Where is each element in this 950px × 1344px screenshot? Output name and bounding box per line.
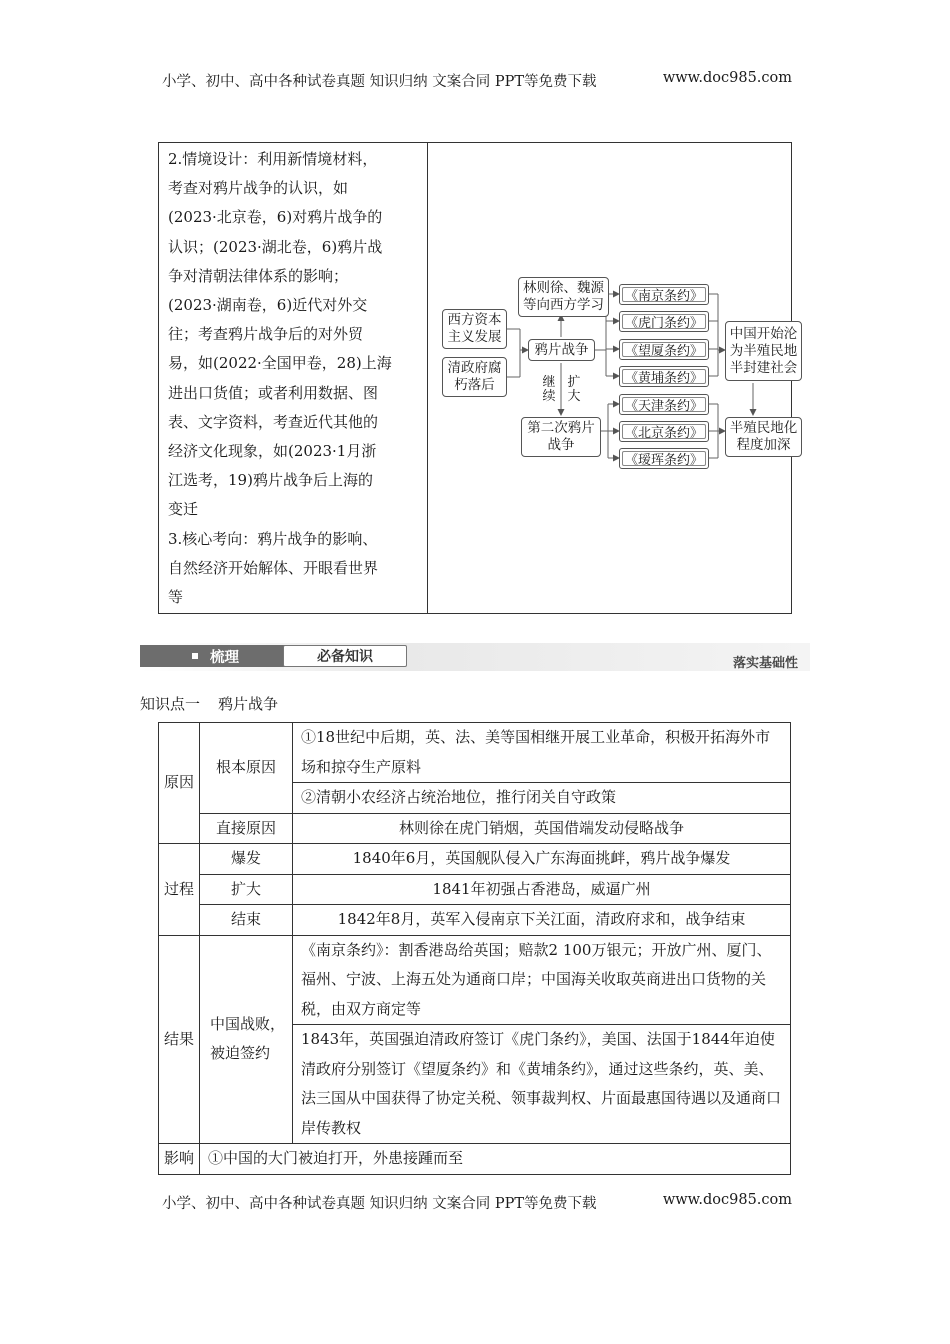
box-line: 为半殖民地	[729, 342, 798, 359]
treaty-beijing: 《北京条约》	[619, 421, 709, 442]
opium-war-box	[528, 339, 595, 361]
process-text: 1842年8月，英军入侵南京下关江面，清政府求和，战争结束	[293, 905, 791, 936]
table-row	[159, 723, 791, 783]
process-text: 1840年6月，英国舰队侵入广东海面挑衅，鸦片战争爆发	[293, 844, 791, 875]
context-table	[158, 142, 798, 614]
treaty-wangxia: 《望厦条约》	[619, 339, 709, 360]
result-text-1: 《南京条约》：割香港岛给英国；赔款2 100万银元；开放广州、厦门、福州、宁波、上海五处为通商口岸；中国海关收取英商进出口货物的关税，由双方商定等	[293, 935, 791, 1025]
direct-cause-text: 林则徐在虎门销烟，英国借端发动侵略战争	[293, 813, 791, 844]
box-line: 林则徐、魏源	[523, 280, 604, 296]
footer-text: 小学、初中、高中各种试卷真题 知识归纳 文案合同 PPT等免费下载	[162, 1196, 597, 1212]
box-line: 清政府腐	[447, 360, 502, 376]
result-semicolonial-box	[725, 321, 802, 381]
context-line: 表、文字资料，考查近代其他的	[168, 412, 379, 431]
table-row	[159, 935, 791, 1025]
box-line: 西方资本	[447, 312, 502, 328]
impact-text: ①中国的大门被迫打开，外患接踵而至	[200, 1144, 791, 1175]
learn-west-box	[518, 277, 609, 317]
arrow-label-continue: 继续	[542, 375, 556, 404]
root-cause-2: ②清朝小农经济占统治地位，推行闭关自守政策	[293, 783, 791, 814]
context-line: 自然经济开始解体、开眼看世界	[168, 558, 379, 577]
context-line: 考查对鸦片战争的认识，如	[168, 179, 349, 198]
result-label: 中国战败，被迫签约	[200, 935, 293, 1144]
box-line: 朽落后	[454, 377, 495, 393]
cause-capitalism-box	[442, 309, 507, 349]
process-label: 爆发	[200, 844, 293, 875]
context-line: 易，如(2022·全国甲卷，28)上海	[168, 354, 392, 373]
cause-head: 原因	[159, 723, 200, 844]
treaty-huangpu: 《黄埔条约》	[619, 366, 709, 387]
impact-head: 影响	[159, 1144, 200, 1175]
result-text-2: 1843年，英国强迫清政府签订《虎门条约》，美国、法国于1844年迫使清政府分别签订《望厦条约》和《黄埔条约》，通过这些条约，英、美、法三国从中国获得了协定关税、领事裁判权、片面最惠国待遇以及通商口岸传教权	[293, 1025, 791, 1144]
table-row	[159, 844, 791, 875]
knowledge-point-title	[140, 693, 278, 714]
context-line: 往；考查鸦片战争后的对外贸	[168, 325, 364, 344]
table-row	[159, 874, 791, 905]
box-line: 中国开始沦	[729, 325, 798, 342]
process-head: 过程	[159, 844, 200, 936]
direct-cause-label: 直接原因	[200, 813, 293, 844]
page-header	[162, 70, 792, 91]
context-line: 等	[168, 588, 184, 607]
table-row	[159, 905, 791, 936]
table-row	[159, 1144, 791, 1175]
square-bullet-icon	[192, 653, 198, 659]
cause-qing-decline-box	[442, 357, 507, 397]
box-line: 半封建社会	[729, 359, 798, 376]
context-line: 2.情境设计：利用新情境材料，	[168, 150, 378, 168]
header-text: 小学、初中、高中各种试卷真题 知识归纳 文案合同 PPT等免费下载	[162, 74, 597, 90]
knowledge-table	[158, 722, 791, 1175]
context-line: 江选考，19)鸦片战争后上海的	[168, 471, 373, 490]
context-line: 变迁	[168, 500, 199, 519]
banner-label: 必备知识	[283, 645, 407, 667]
result-head: 结果	[159, 935, 200, 1144]
kp-topic: 鸦片战争	[218, 695, 279, 713]
box-line: 主义发展	[447, 329, 502, 345]
second-opium-war-box	[521, 417, 601, 457]
banner-tag-text: 梳理	[210, 649, 239, 666]
root-cause-label: 根本原因	[200, 723, 293, 814]
box-line: 程度加深	[736, 437, 791, 453]
root-cause-1: ①18世纪中后期，英、法、美等国相继开展工业革命，积极开拓海外市场和掠夺生产原料	[293, 723, 791, 783]
box-line: 鸦片战争	[534, 341, 589, 358]
context-line: 认识；(2023·湖北卷，6)鸦片战	[168, 237, 383, 256]
treaty-aihun: 《瑷珲条约》	[619, 448, 709, 469]
page-footer	[162, 1192, 792, 1213]
banner-tag	[140, 645, 288, 667]
arrow-label-expand: 扩大	[567, 375, 581, 404]
box-line: 第二次鸦片	[527, 420, 595, 436]
treaty-tianjin: 《天津条约》	[619, 394, 709, 415]
process-text: 1841年初强占香港岛，威逼广州	[293, 874, 791, 905]
kp-label: 知识点一	[140, 695, 201, 713]
process-label: 结束	[200, 905, 293, 936]
context-line: 进出口货值；或者利用数据、图	[168, 383, 379, 402]
context-cell	[159, 143, 428, 614]
footer-url: www.doc985.com	[662, 1192, 792, 1208]
result-deepening-box	[725, 417, 802, 457]
header-url: www.doc985.com	[662, 70, 792, 86]
section-banner	[140, 643, 810, 671]
box-line: 等向西方学习	[523, 297, 604, 313]
treaty-humen: 《虎门条约》	[619, 311, 709, 332]
context-line: 3.核心考向：鸦片战争的影响、	[168, 529, 378, 548]
box-line: 半殖民地化	[729, 420, 798, 436]
context-line: (2023·北京卷，6)对鸦片战争的	[168, 208, 383, 227]
diagram-cell	[428, 143, 798, 614]
table-row	[159, 813, 791, 844]
treaty-nanjing: 《南京条约》	[619, 284, 709, 305]
context-line: 经济文化现象，如(2023·1月浙	[168, 442, 377, 461]
process-label: 扩大	[200, 874, 293, 905]
context-line: (2023·湖南卷，6)近代对外交	[168, 296, 368, 315]
banner-right-text: 落实基础性	[732, 656, 798, 671]
context-line: 争对清朝法律体系的影响；	[168, 266, 349, 285]
box-line: 战争	[547, 437, 575, 453]
